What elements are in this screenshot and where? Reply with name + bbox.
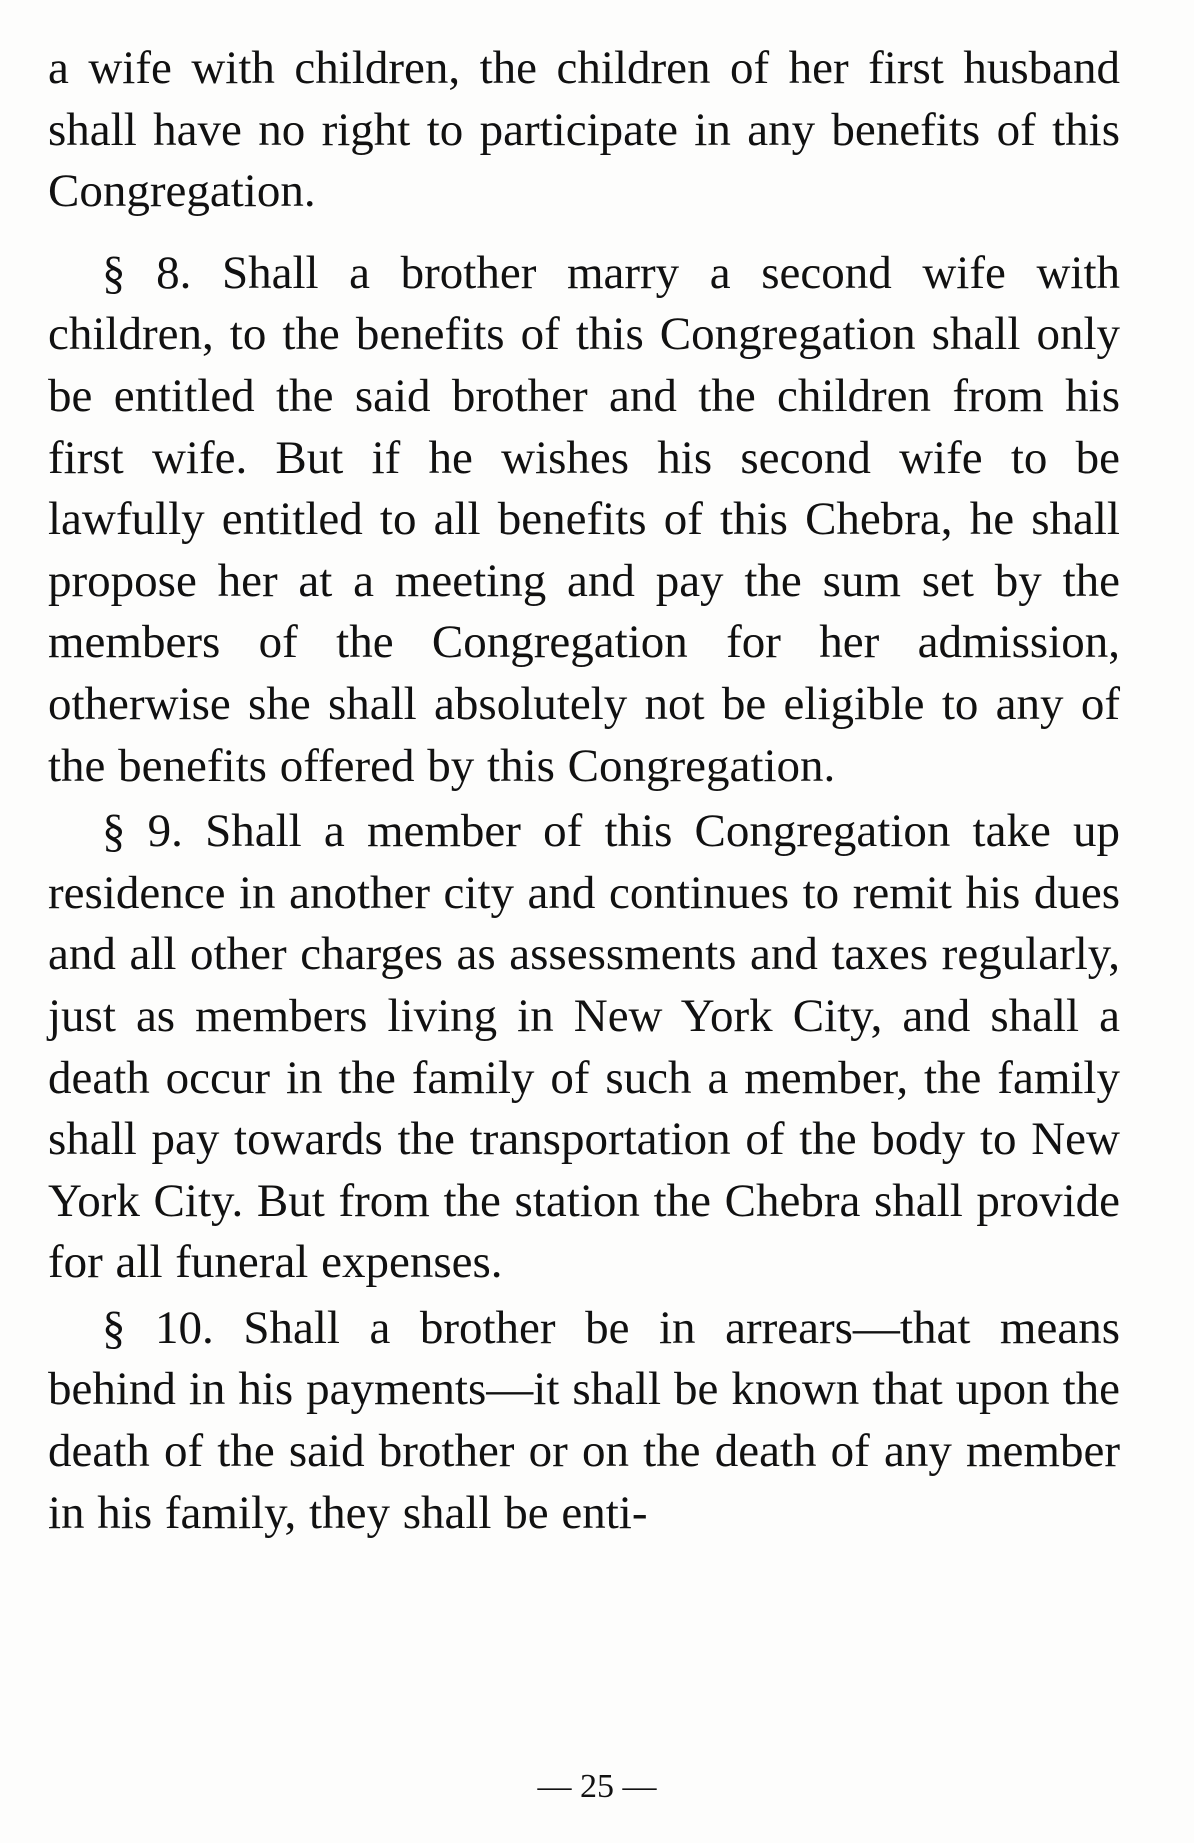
paragraph-text: Shall a brother marry a second wife with children, to the benefits of this Congregation shall only be entitled the said brother and the children from his first wife. But if he wishes his second wife to be lawfully entitled to all benefits of this Chebra, he shall propose her at a meeting and pay the sum set by the members of the Congregation for her admission, otherwise she shall absolutely not be eligible to any of the benefits offered by this Congregation.	[48, 246, 1121, 792]
paragraph-section-9	[48, 801, 1120, 1294]
paragraph-text: Shall a member of this Congregation take up residence in another city and continues to remit his dues and all other charges as assessments and taxes regularly, just as members living in New York City, and shall a death occur in the family of such a member, the family shall pay towards the transportation of the body to New York City. But from the station the Chebra shall provide for all funeral expenses.	[48, 805, 1121, 1289]
paragraph-section-10	[48, 1298, 1120, 1544]
paragraph-text: Shall a brother be in arrears—that means behind in his payments—it shall be known that upon the death of the said brother or on the death of any member in his family, they shall be enti-	[48, 1301, 1120, 1539]
body-text	[48, 38, 1120, 1544]
section-number: § 10.	[102, 1301, 214, 1354]
page-number: — 25 —	[537, 1768, 657, 1805]
section-number: § 9.	[102, 805, 183, 858]
paragraph-text: a wife with children, the children of her first husband shall have no right to participate in any benefits of this Congregation.	[48, 42, 1120, 218]
paragraph-section-8	[48, 243, 1120, 797]
paragraph-continuation	[48, 38, 1120, 223]
section-number: § 8.	[102, 246, 192, 299]
